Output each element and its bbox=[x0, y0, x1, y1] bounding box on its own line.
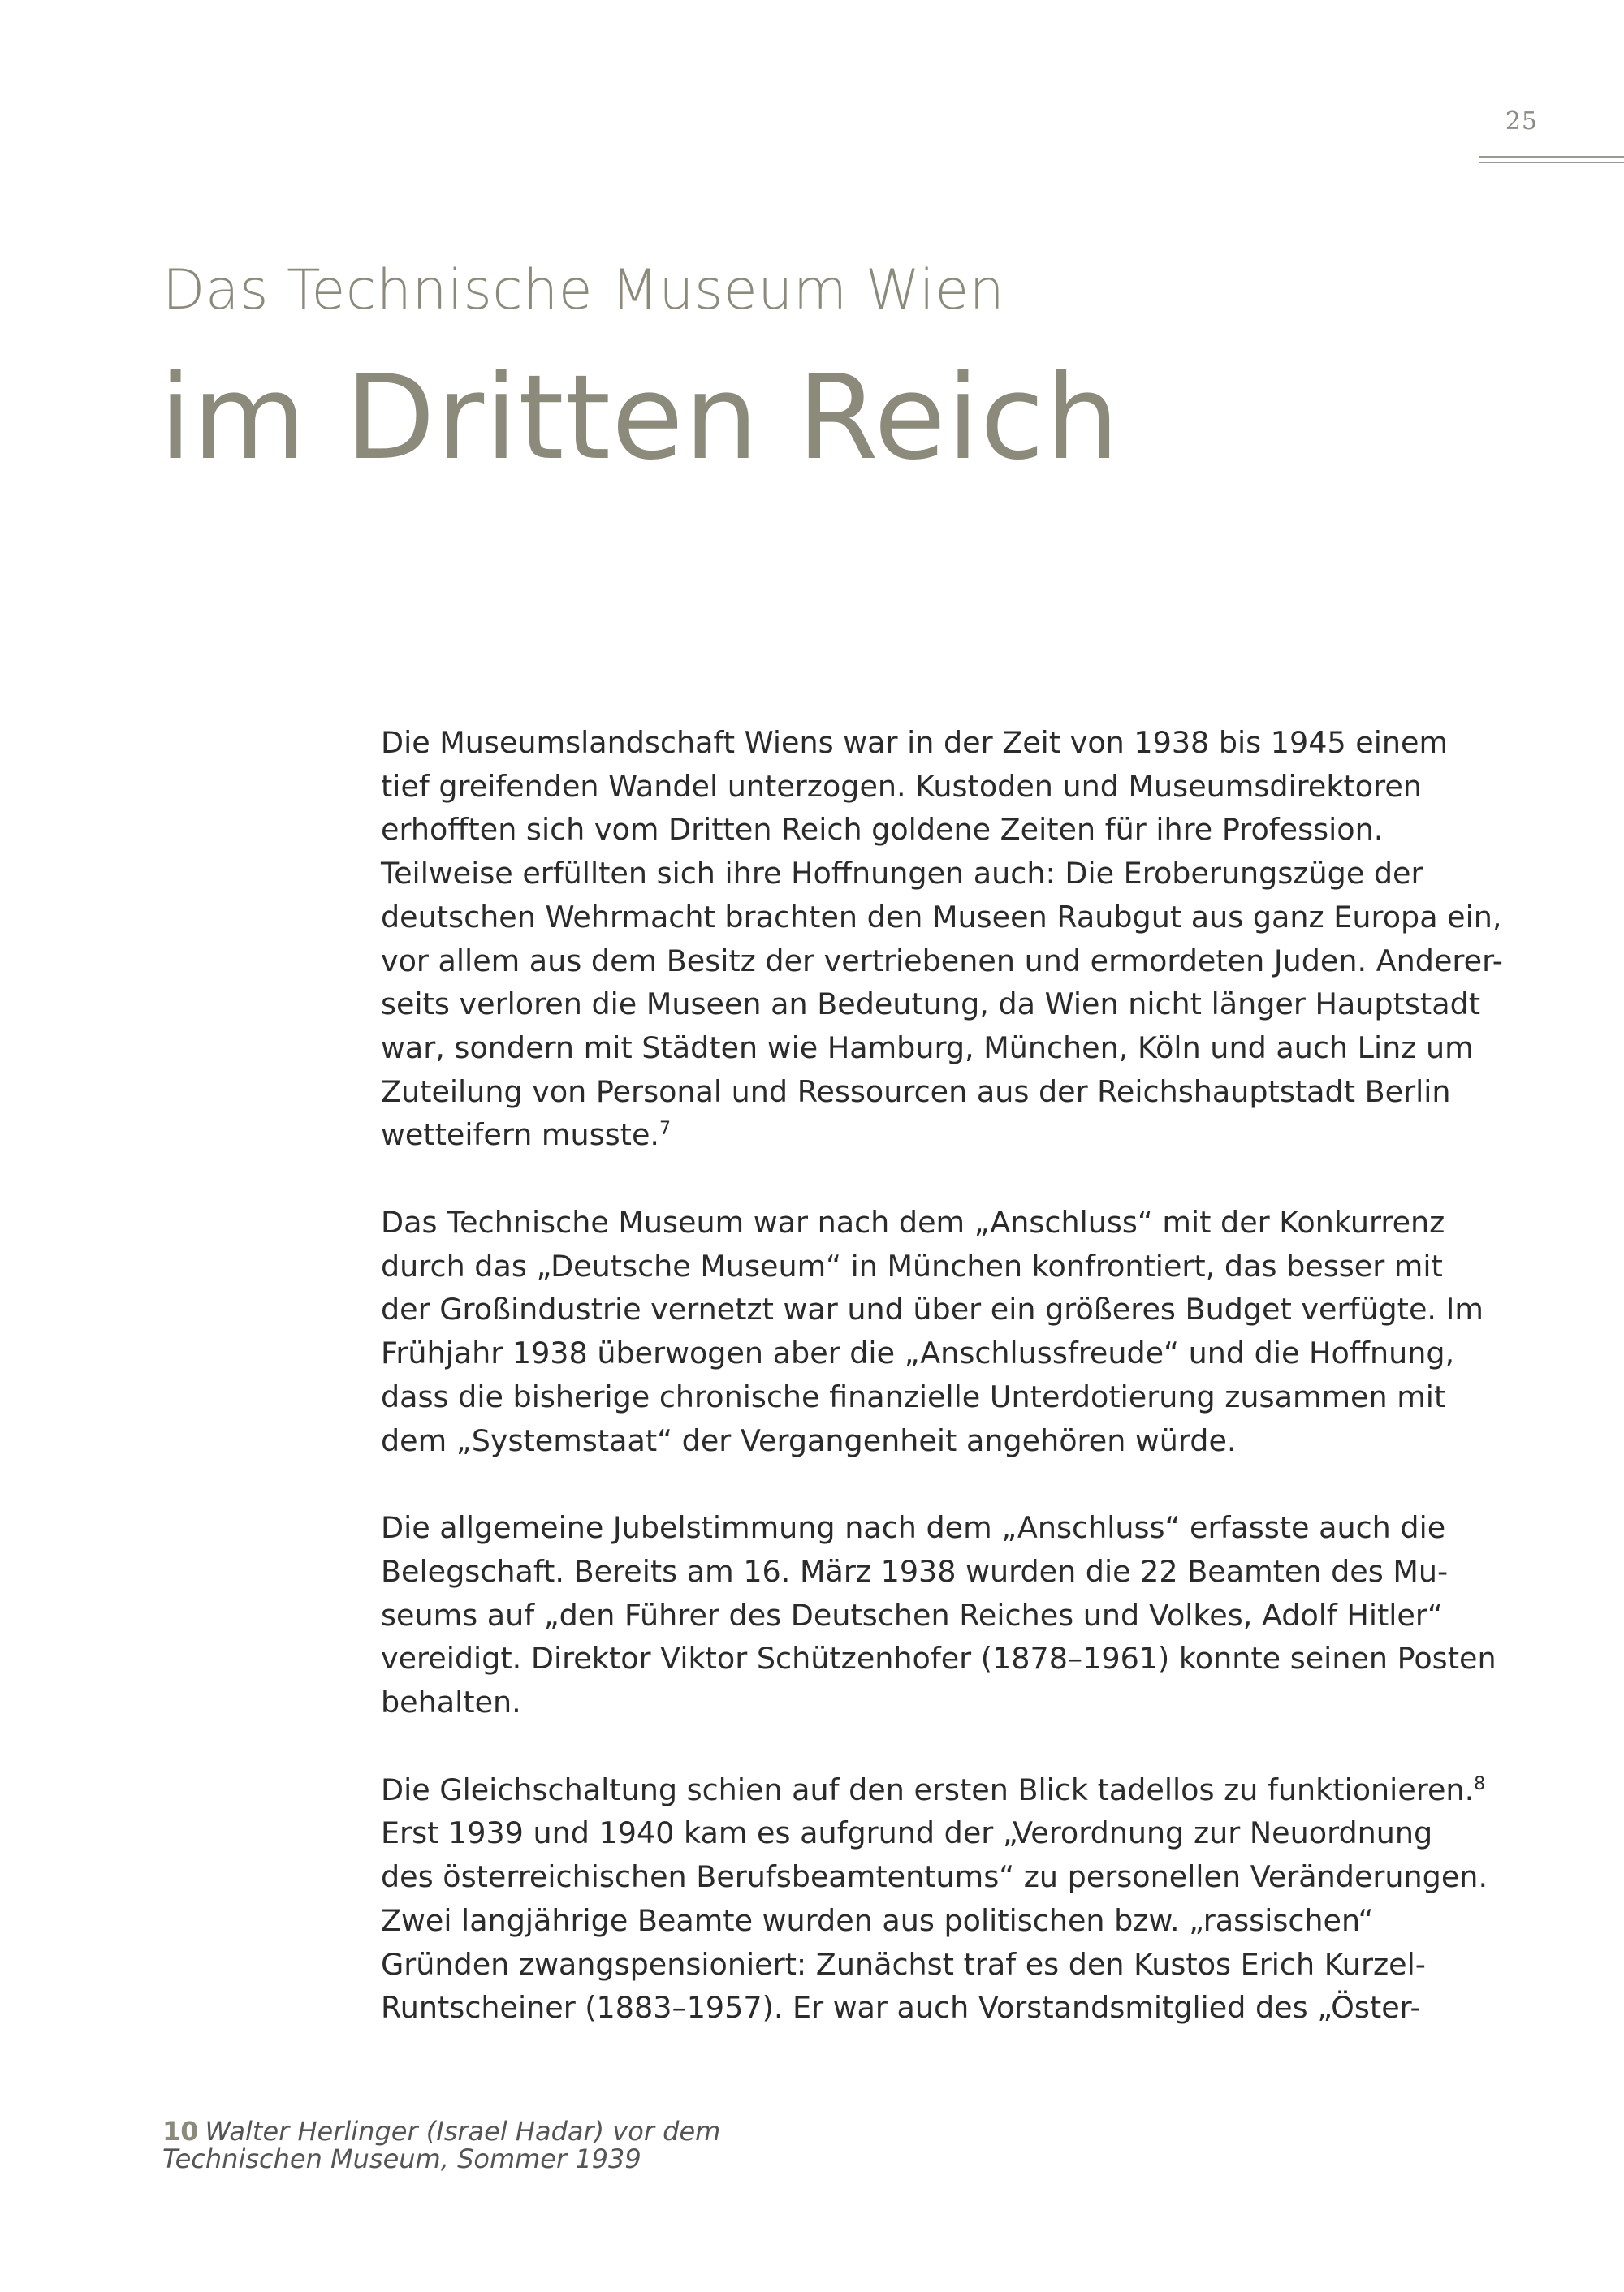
header-rule-top bbox=[1479, 156, 1624, 158]
caption-line-1 bbox=[162, 2117, 893, 2145]
text-line: Die Museumslandschaft Wiens war in der Zeit von 1938 bis 1945 einem bbox=[381, 725, 1449, 760]
body-text bbox=[381, 721, 1503, 2074]
text-line: dass die bisherige chronische finanzielle Unterdotierung zusammen mit bbox=[381, 1379, 1446, 1414]
text-line: Die allgemeine Jubelstimmung nach dem „Anschluss“ erfasste auch die bbox=[381, 1510, 1446, 1546]
text-line: dem „Systemstaat“ der Vergangenheit angehören würde. bbox=[381, 1422, 1237, 1458]
text-line: seums auf „den Führer des Deutschen Reiches und Volkes, Adolf Hitler“ bbox=[381, 1597, 1443, 1633]
paragraph-2 bbox=[381, 1201, 1484, 1462]
chapter-title-line-2: im Dritten Reich bbox=[159, 349, 1121, 486]
text-line: behalten. bbox=[381, 1685, 521, 1720]
footnote-ref-8[interactable]: 8 bbox=[1474, 1773, 1486, 1794]
footnote-ref-7[interactable]: 7 bbox=[659, 1119, 672, 1140]
text-line: Zwei langjährige Beamte wurden aus politischen bzw. „rassischen“ bbox=[381, 1902, 1374, 1938]
text-line: tief greifenden Wandel unterzogen. Kustoden und Museumsdirektoren bbox=[381, 768, 1422, 804]
text-line: durch das „Deutsche Museum“ in München konfrontiert, das besser mit bbox=[381, 1248, 1443, 1284]
page-number: 25 bbox=[1505, 107, 1538, 136]
text-line: der Großindustrie vernetzt war und über ein größeres Budget verfügte. Im bbox=[381, 1292, 1484, 1327]
text-line: Zuteilung von Personal und Ressourcen aus der Reichshauptstadt Berlin bbox=[381, 1073, 1451, 1109]
text-line: des österreichischen Berufsbeamtentums“ zu personellen Veränderungen. bbox=[381, 1859, 1488, 1895]
text-line: Erst 1939 und 1940 kam es aufgrund der „Verordnung zur Neuordnung bbox=[381, 1815, 1433, 1851]
text-line: war, sondern mit Städten wie Hamburg, München, Köln und auch Linz um bbox=[381, 1029, 1474, 1065]
paragraph-4 bbox=[381, 1768, 1488, 2030]
text-line-with-footnote bbox=[381, 1768, 1486, 1812]
text-line-content: wetteifern musste. bbox=[381, 1117, 660, 1153]
text-line: Belegschaft. Bereits am 16. März 1938 wurden die 22 Beamten des Mu- bbox=[381, 1553, 1449, 1589]
figure-caption bbox=[162, 2117, 893, 2173]
text-line: vereidigt. Direktor Viktor Schützenhofer (1878–1961) konnte seinen Posten bbox=[381, 1641, 1497, 1677]
text-line: Das Technische Museum war nach dem „Anschluss“ mit der Konkurrenz bbox=[381, 1205, 1445, 1241]
text-line: Frühjahr 1938 überwogen aber die „Anschlussfreude“ und die Hoffnung, bbox=[381, 1336, 1455, 1371]
text-line: seits verloren die Museen an Bedeutung, da Wien nicht länger Hauptstadt bbox=[381, 986, 1481, 1022]
text-line: Gründen zwangspensioniert: Zunächst traf es den Kustos Erich Kurzel- bbox=[381, 1946, 1426, 1982]
caption-text-1: Walter Herlinger (Israel Hadar) vor dem bbox=[205, 2116, 721, 2147]
text-line-with-footnote bbox=[381, 1113, 1469, 1157]
text-line: Teilweise erfüllten sich ihre Hoffnungen auch: Die Eroberungszüge der bbox=[381, 856, 1423, 891]
caption-line-2: Technischen Museum, Sommer 1939 bbox=[162, 2143, 641, 2174]
text-line-content: Die Gleichschaltung schien auf den ersten Blick tadellos zu funktionieren. bbox=[381, 1772, 1475, 1807]
caption-number: 10 bbox=[162, 2116, 199, 2147]
paragraph-1 bbox=[381, 721, 1503, 1157]
text-line: Runtscheiner (1883–1957). Er war auch Vorstandsmitglied des „Öster- bbox=[381, 1990, 1421, 2026]
paragraph-3 bbox=[381, 1506, 1497, 1724]
text-line: deutschen Wehrmacht brachten den Museen Raubgut aus ganz Europa ein, bbox=[381, 899, 1502, 934]
text-line: erhofften sich vom Dritten Reich goldene Zeiten für ihre Profession. bbox=[381, 812, 1384, 848]
text-line: vor allem aus dem Besitz der vertriebenen und ermordeten Juden. Anderer- bbox=[381, 943, 1503, 978]
chapter-title-line-1: Das Technische Museum Wien bbox=[162, 258, 1005, 322]
header-rule-bottom bbox=[1479, 162, 1624, 163]
